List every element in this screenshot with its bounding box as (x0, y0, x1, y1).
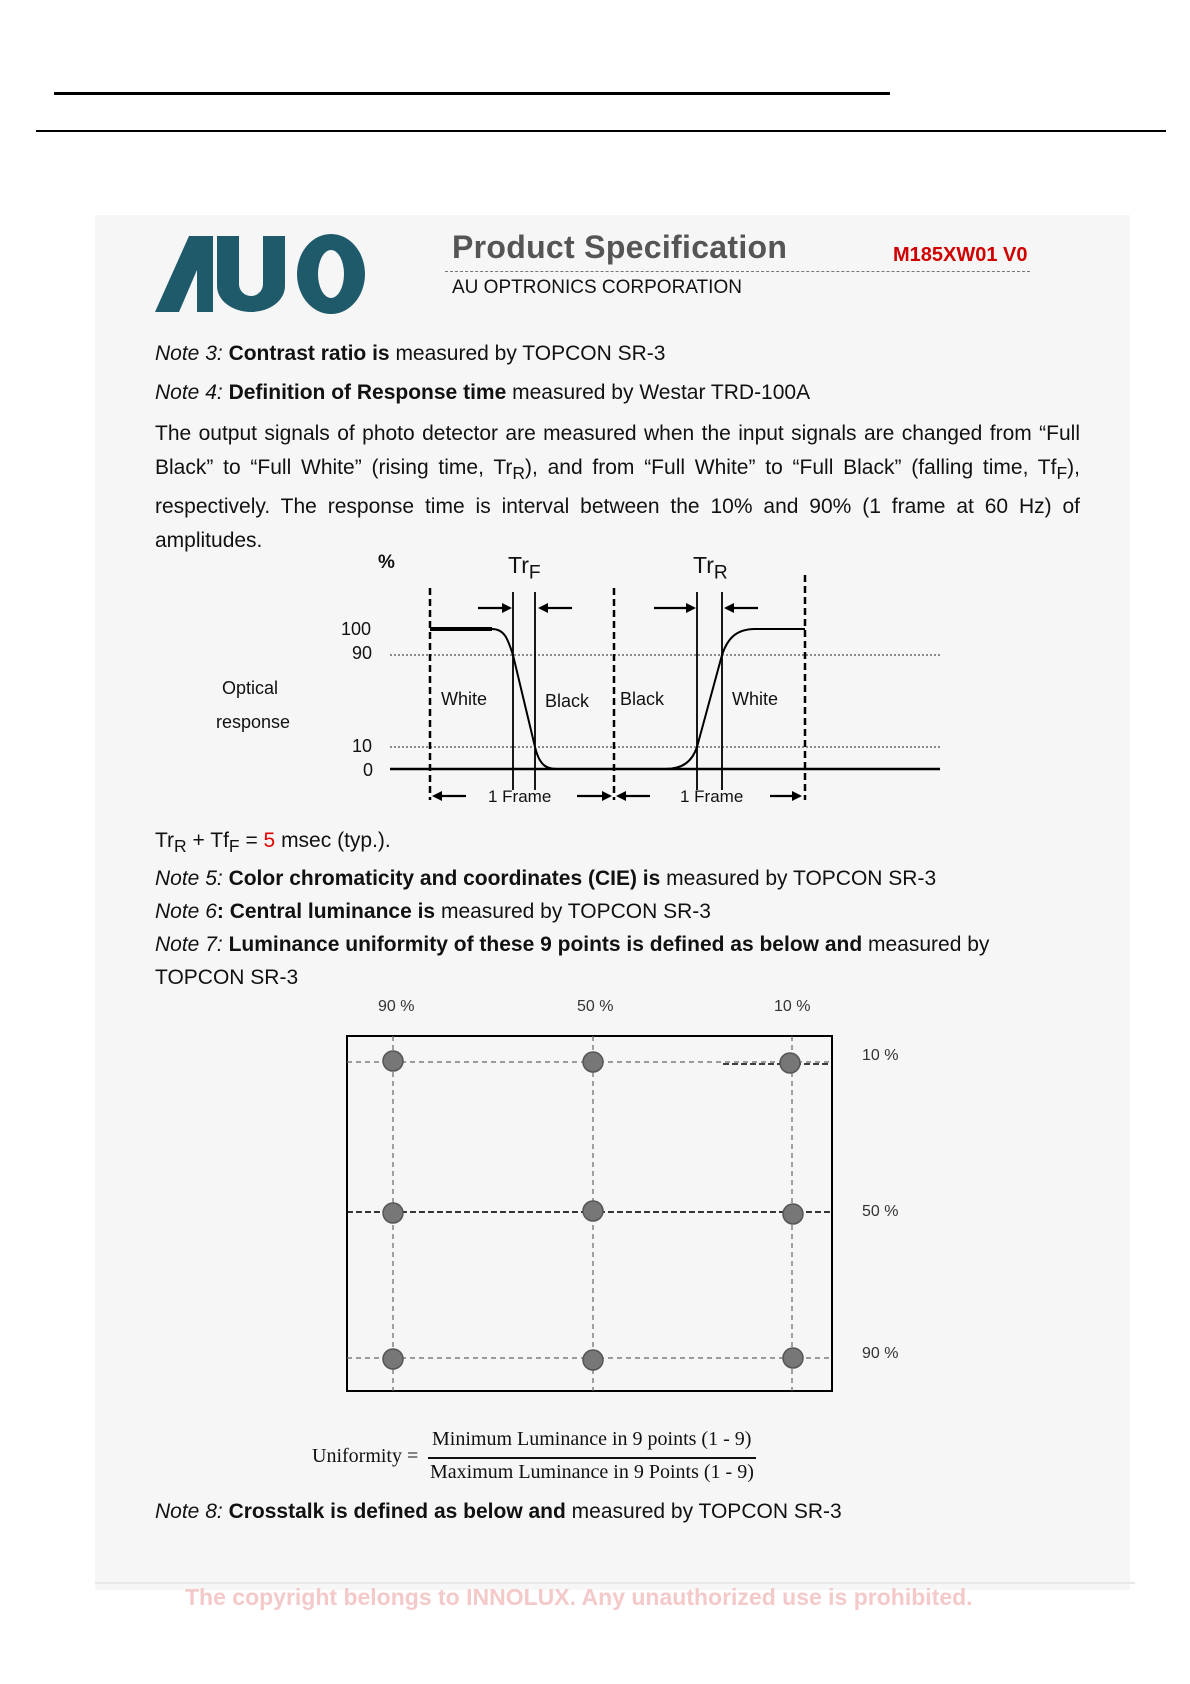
grid-right-label-1: 10 % (862, 1047, 899, 1064)
top-rule-short (54, 92, 890, 95)
formula-fraction-bar (428, 1457, 756, 1459)
note-8-rest: measured by TOPCON SR-3 (571, 1500, 842, 1523)
note-5-rest: measured by TOPCON SR-3 (666, 867, 937, 890)
formula-denominator: Maximum Luminance in 9 Points (1 - 9) (430, 1461, 754, 1483)
header-dashed-rule (445, 271, 1030, 272)
region-black-2: Black (620, 689, 665, 709)
frame-label-2: 1 Frame (680, 787, 744, 806)
tick-90: 90 (352, 643, 373, 663)
grid-top-label-2: 50 % (577, 998, 614, 1015)
typ-unit: msec (typ.). (275, 829, 391, 852)
ylabel-line-2: response (216, 712, 291, 732)
note-5-label: Note 5: (155, 867, 223, 890)
note-7-label: Note 7: (155, 933, 223, 956)
formula-left: Uniformity = (312, 1445, 419, 1467)
note-4-rest: measured by Westar TRD-100A (512, 381, 811, 404)
note-7-line-2: TOPCON SR-3 (155, 966, 299, 989)
note-6-label: Note 6 (155, 900, 217, 923)
typ-tf-sub: F (228, 836, 240, 857)
typ-plus-tf: + Tf (186, 829, 229, 852)
response-time-typ (155, 829, 391, 857)
note-6-rest: measured by TOPCON SR-3 (440, 900, 711, 923)
formula-numerator: Minimum Luminance in 9 points (1 - 9) (432, 1428, 752, 1450)
note-7-bold: Luminance uniformity of these 9 points is defined as below and (228, 933, 863, 956)
trr-text: Tr (693, 552, 714, 578)
spec-title: Product Specification (452, 229, 788, 265)
ylabel-line-1: Optical (222, 678, 279, 698)
note-4-label: Note 4: (155, 381, 223, 404)
region-black-1: Black (545, 691, 590, 711)
note-7 (155, 933, 989, 957)
region-white-1: White (441, 689, 488, 709)
para-sub-r: R (512, 463, 525, 484)
trf-label (508, 552, 541, 585)
grid-right-label-2: 50 % (862, 1203, 899, 1220)
note-3-label: Note 3: (155, 342, 223, 365)
note-8-label: Note 8: (155, 1500, 223, 1523)
note-4 (155, 381, 810, 405)
note-8-bold: Crosstalk is defined as below and (228, 1500, 566, 1523)
trr-sub: R (713, 562, 728, 584)
tick-0: 0 (363, 760, 374, 780)
tick-100: 100 (341, 619, 372, 639)
note-7-rest: measured by (868, 933, 990, 956)
typ-value: 5 (263, 829, 276, 852)
note-4-bold: Definition of Response time (228, 381, 507, 404)
frame-label-1: 1 Frame (488, 787, 552, 806)
grid-top-label-1: 90 % (378, 998, 415, 1015)
note-6 (155, 900, 711, 924)
auo-logo (155, 230, 365, 315)
typ-tr-sub: R (174, 836, 187, 857)
para-part-3: ), respectively. The response time is interval between the 10% and 90% (1 frame at 60 Hz) of amplitudes. (155, 456, 1080, 553)
company-name: AU OPTRONICS CORPORATION (452, 277, 742, 298)
para-part-2: ), and from “Full White” to “Full Black” (falling time, Tf (525, 456, 1057, 479)
note-3-bold: Contrast ratio is (228, 342, 390, 365)
note-3-rest: measured by TOPCON SR-3 (395, 342, 666, 365)
typ-tr: Tr (155, 829, 175, 852)
top-rule-long (36, 130, 1166, 132)
note-5 (155, 867, 936, 891)
note-4-paragraph (155, 417, 1080, 558)
typ-eq: = (239, 829, 264, 852)
grid-top-label-3: 10 % (774, 998, 811, 1015)
note-5-bold: Color chromaticity and coordinates (CIE) is (228, 867, 661, 890)
copyright-watermark: The copyright belongs to INNOLUX. Any unauthorized use is prohibited. (185, 1584, 973, 1610)
trf-sub: F (528, 562, 541, 584)
para-sub-f: F (1056, 463, 1068, 484)
note-6-bold: : Central luminance is (216, 900, 436, 923)
trr-label (693, 552, 728, 585)
region-white-2: White (732, 689, 779, 709)
note-3 (155, 342, 665, 366)
tick-10: 10 (352, 736, 373, 756)
grid-right-label-3: 90 % (862, 1345, 899, 1362)
para-part-1: The output signals of photo detector are measured when the input signals are changed from “Full Black” to “Full White” (rising time, Tr (155, 422, 1080, 479)
model-number: M185XW01 V0 (893, 244, 1028, 266)
chart-y-unit: % (378, 552, 395, 573)
trf-text: Tr (508, 552, 529, 578)
note-8 (155, 1500, 842, 1524)
